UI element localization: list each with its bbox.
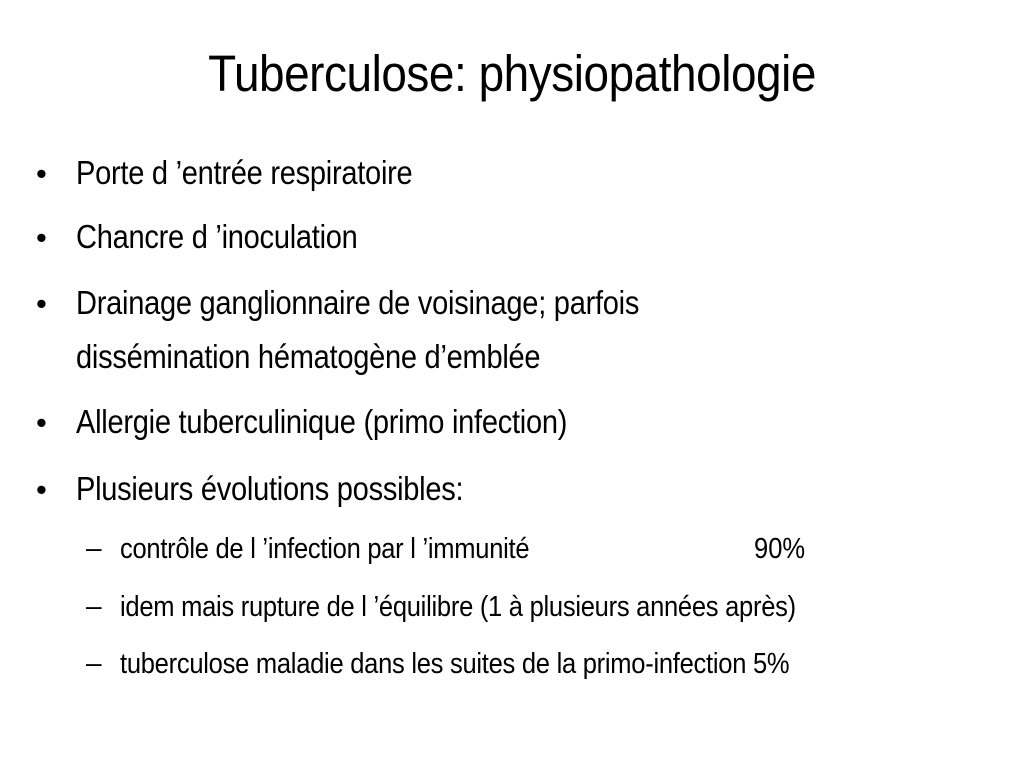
bullet-marker: •	[36, 472, 47, 507]
bullet-marker: •	[36, 286, 47, 321]
bullet-text: Chancre d ’inoculation	[76, 218, 358, 255]
bullet-text: Drainage ganglionnaire de voisinage; parfois	[76, 284, 640, 321]
slide-title: Tuberculose: physiopathologie	[208, 45, 816, 102]
bullet-text: Allergie tuberculinique (primo infection)	[76, 403, 568, 440]
bullet-marker: •	[36, 156, 47, 191]
sub-bullet-marker: –	[86, 532, 102, 563]
sub-bullet-marker: –	[86, 590, 102, 621]
sub-bullet-text: idem mais rupture de l ’équilibre (1 à plusieurs années après)	[120, 591, 796, 623]
sub-bullet-text: tuberculose maladie dans les suites de la primo-infection 5%	[120, 648, 790, 680]
sub-bullet-text: contrôle de l ’infection par l ’immunité	[120, 533, 530, 565]
bullet-marker: •	[36, 220, 47, 255]
bullet-text: Plusieurs évolutions possibles:	[76, 470, 464, 507]
bullet-text-continuation: dissémination hématogène d’emblée	[76, 338, 541, 375]
sub-bullet-percentage: 90%	[754, 533, 806, 565]
bullet-marker: •	[36, 405, 47, 440]
bullet-text: Porte d ’entrée respiratoire	[76, 154, 413, 191]
sub-bullet-marker: –	[86, 647, 102, 678]
